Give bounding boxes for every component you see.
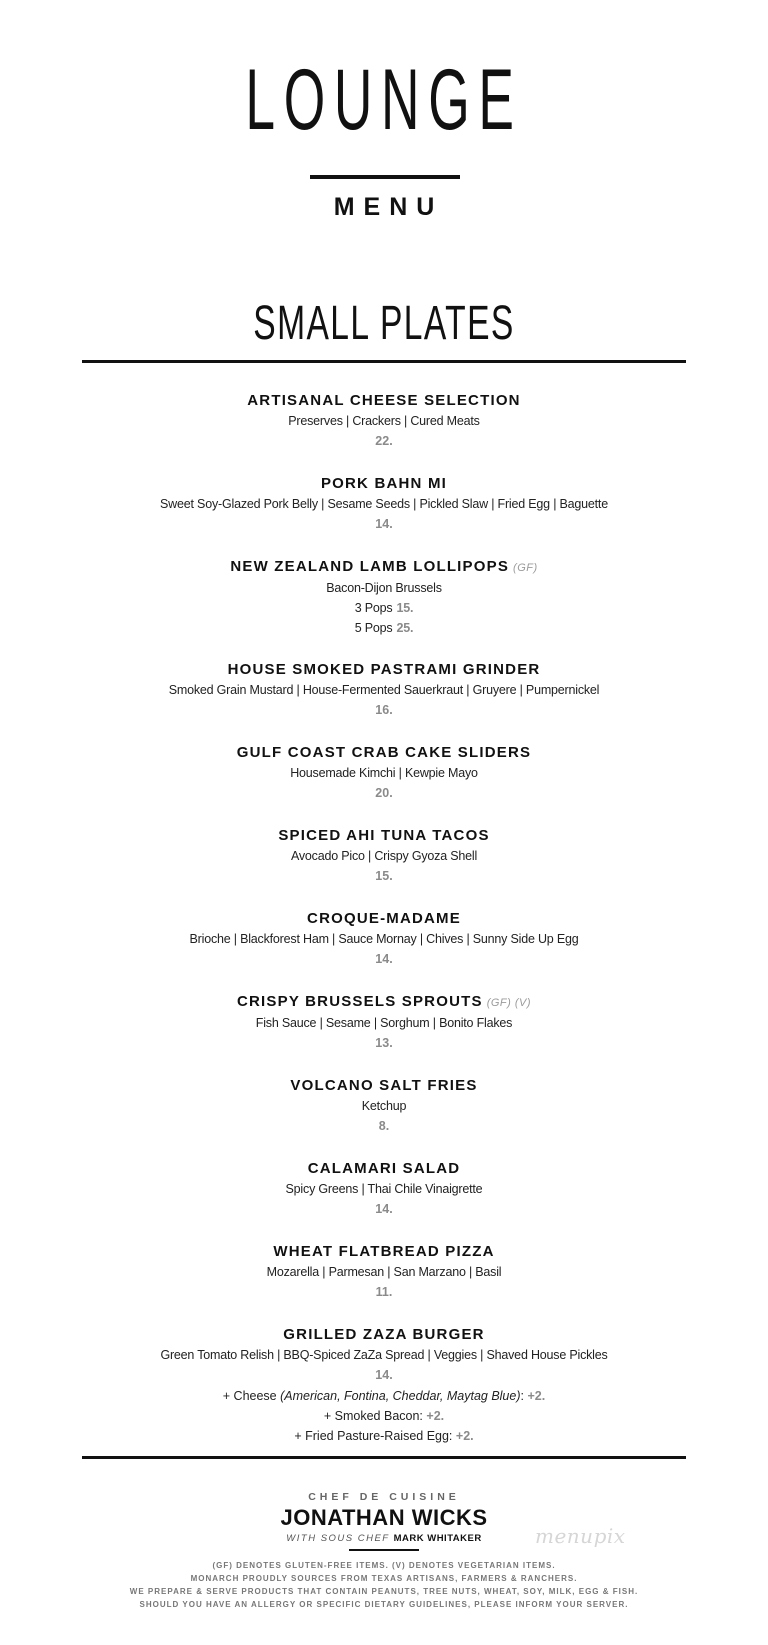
item-name: CALAMARI SALAD	[307, 1160, 461, 1177]
menu-footer	[0, 1490, 768, 1611]
item-description: Smoked Grain Mustard | House-Fermented Sauerkraut | Gruyere | Pumpernickel	[168, 683, 600, 697]
menu-item	[40, 1076, 728, 1137]
item-option	[40, 598, 728, 618]
addon-price: +2.	[426, 1409, 445, 1423]
item-name: WHEAT FLATBREAD PIZZA	[273, 1243, 495, 1260]
addon-suffix: :	[520, 1389, 524, 1403]
sous-chef-name: MARK WHITAKER	[393, 1533, 482, 1544]
item-description: Green Tomato Relish | BBQ-Spiced ZaZa Spread | Veggies | Shaved House Pickles	[160, 1348, 608, 1362]
watermark: menupix	[535, 1524, 626, 1548]
item-description: Housemade Kimchi | Kewpie Mayo	[290, 766, 478, 780]
item-name-row	[40, 992, 728, 1013]
item-description: Bacon-Dijon Brussels	[326, 581, 442, 595]
item-description: Brioche | Blackforest Ham | Sauce Mornay | Chives | Sunny Side Up Egg	[189, 932, 579, 946]
menu-item	[40, 474, 728, 535]
item-name: HOUSE SMOKED PASTRAMI GRINDER	[227, 661, 541, 678]
footer-note: MONARCH PROUDLY SOURCES FROM TEXAS ARTISANS, FARMERS & RANCHERS.	[190, 1574, 578, 1583]
item-name: CRISPY BRUSSELS SPROUTS	[236, 993, 483, 1010]
item-description: Ketchup	[361, 1099, 407, 1113]
menu-item	[40, 909, 728, 970]
footer-note: WE PREPARE & SERVE PRODUCTS THAT CONTAIN PEANUTS, TREE NUTS, WHEAT, SOY, MILK, EGG & FISH.	[129, 1587, 639, 1596]
item-name: CROQUE-MADAME	[307, 910, 461, 927]
sous-chef-line	[0, 1532, 768, 1546]
addon-price: +2.	[455, 1429, 474, 1443]
item-description: Sweet Soy-Glazed Pork Belly | Sesame Seeds | Pickled Slaw | Fried Egg | Baguette	[160, 497, 608, 511]
option-label: 5 Pops	[354, 621, 393, 635]
item-description: Spicy Greens | Thai Chile Vinaigrette	[285, 1182, 483, 1196]
item-price: 16.	[375, 703, 393, 717]
menu-item	[40, 1242, 728, 1303]
item-description: Fish Sauce | Sesame | Sorghum | Bonito Flakes	[255, 1016, 513, 1030]
item-name-row	[40, 557, 728, 578]
footer-note: SHOULD YOU HAVE AN ALLERGY OR SPECIFIC DIETARY GUIDELINES, PLEASE INFORM YOUR SERVER.	[139, 1600, 629, 1609]
footer-divider	[349, 1549, 419, 1551]
addon-label: + Fried Pasture-Raised Egg:	[294, 1429, 453, 1443]
item-price: 14.	[375, 1368, 393, 1382]
sous-chef-prefix: WITH SOUS CHEF	[286, 1533, 390, 1544]
item-price: 22.	[375, 434, 393, 448]
item-price: 20.	[375, 786, 393, 800]
section-top-rule	[82, 360, 686, 363]
item-addon	[40, 1406, 728, 1426]
item-name: SPICED AHI TUNA TACOS	[278, 827, 490, 844]
item-price: 14.	[375, 1202, 393, 1216]
menu-item	[40, 743, 728, 804]
item-name: ARTISANAL CHEESE SELECTION	[247, 392, 521, 409]
addon-detail: (American, Fontina, Cheddar, Maytag Blue)	[280, 1389, 521, 1403]
menu-item	[40, 992, 728, 1054]
item-price: 8.	[378, 1119, 390, 1133]
item-description: Preserves | Crackers | Cured Meats	[288, 414, 480, 428]
item-price: 14.	[375, 952, 393, 966]
item-description: Avocado Pico | Crispy Gyoza Shell	[290, 849, 478, 863]
section-title: SMALL PLATES	[253, 297, 515, 350]
item-option	[40, 618, 728, 638]
addon-price: +2.	[527, 1389, 546, 1403]
section-bottom-rule	[82, 1456, 686, 1459]
option-price: 15.	[396, 601, 414, 615]
dietary-tag: (GF)	[513, 562, 538, 574]
title-divider	[310, 175, 460, 179]
item-name: GULF COAST CRAB CAKE SLIDERS	[236, 744, 532, 761]
item-name: PORK BAHN MI	[320, 475, 448, 492]
item-name: GRILLED ZAZA BURGER	[283, 1326, 485, 1343]
menu-title: LOUNGE	[245, 52, 523, 148]
item-price: 13.	[375, 1036, 393, 1050]
menu-item	[40, 1325, 728, 1446]
addon-label: + Smoked Bacon:	[323, 1409, 423, 1423]
dietary-tag: (GF) (V)	[486, 997, 532, 1009]
menu-items	[40, 391, 728, 1468]
menu-item	[40, 1159, 728, 1220]
chef-label: CHEF DE CUISINE	[308, 1491, 460, 1503]
menu-item	[40, 660, 728, 721]
option-price: 25.	[396, 621, 414, 635]
menu-item	[40, 391, 728, 452]
item-price: 15.	[375, 869, 393, 883]
item-name: VOLCANO SALT FRIES	[290, 1077, 478, 1094]
addon-label: + Cheese	[222, 1389, 277, 1403]
item-addon	[40, 1386, 728, 1406]
chef-name: JONATHAN WICKS	[280, 1505, 488, 1530]
item-price: 11.	[375, 1285, 393, 1299]
item-description: Mozarella | Parmesan | San Marzano | Basil	[266, 1265, 502, 1279]
menu-item	[40, 557, 728, 638]
footer-note: (GF) DENOTES GLUTEN-FREE ITEMS. (V) DENOTES VEGETARIAN ITEMS.	[212, 1561, 556, 1570]
menu-subtitle: MENU	[333, 193, 444, 221]
item-price: 14.	[375, 517, 393, 531]
item-name: NEW ZEALAND LAMB LOLLIPOPS	[230, 558, 510, 575]
item-addon	[40, 1426, 728, 1446]
option-label: 3 Pops	[354, 601, 393, 615]
menu-item	[40, 826, 728, 887]
